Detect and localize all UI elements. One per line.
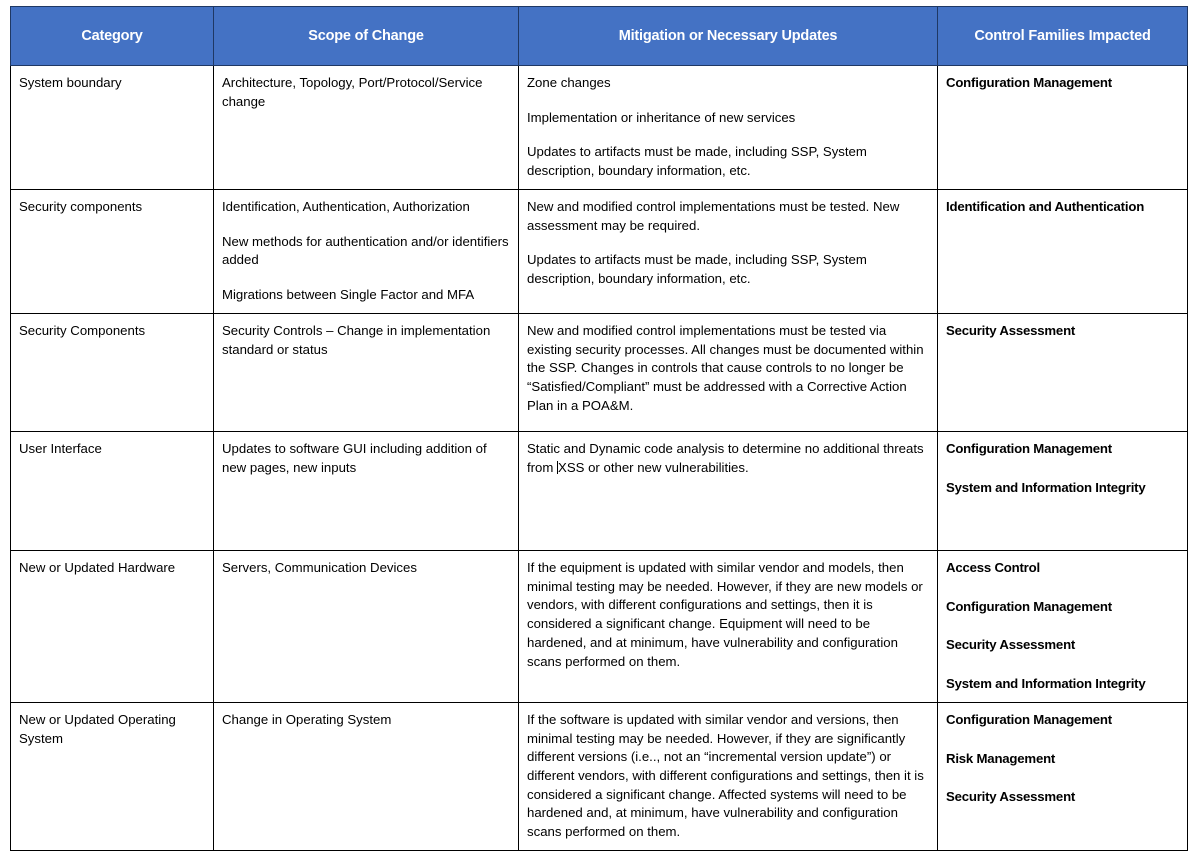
cell-scope-of-change bbox=[214, 702, 519, 850]
cell-mitigation bbox=[519, 431, 938, 550]
mitigation-paragraph: Updates to artifacts must be made, including SSP, System description, boundary information, etc. bbox=[527, 144, 867, 179]
scope-paragraph: Architecture, Topology, Port/Protocol/Service change bbox=[222, 75, 483, 109]
mitigation-paragraph: Zone changes bbox=[527, 75, 611, 90]
cell-scope-of-change bbox=[214, 313, 519, 431]
control-family-item: Risk Management bbox=[946, 750, 1056, 766]
cell-mitigation bbox=[519, 189, 938, 313]
cell-mitigation bbox=[519, 66, 938, 190]
header-scope-of-change: Scope of Change bbox=[214, 7, 519, 66]
header-category: Category bbox=[11, 7, 214, 66]
mitigation-paragraph: New and modified control implementations must be tested. New assessment may be required. bbox=[527, 198, 900, 233]
mitigation-paragraph: New and modified control implementations must be tested via existing security processes. All changes must be documented within the SSP. Changes in controls that cause controls to no longer be “Satisfied/Compliant” must be addressed with a Corrective Action Plan in a POA&M. bbox=[527, 322, 924, 413]
scope-paragraph: Servers, Communication Devices bbox=[222, 559, 417, 575]
cell-control-families bbox=[938, 431, 1188, 550]
control-family-item: Security Assessment bbox=[946, 637, 1076, 653]
header-control-families: Control Families Impacted bbox=[938, 7, 1188, 66]
table-row bbox=[11, 66, 1188, 190]
table-header bbox=[11, 7, 1188, 66]
cell-control-families bbox=[938, 66, 1188, 190]
control-family-item: Access Control bbox=[946, 559, 1040, 575]
control-family-item: Identification and Authentication bbox=[946, 198, 1145, 214]
cell-mitigation bbox=[519, 313, 938, 431]
cell-scope-of-change bbox=[214, 431, 519, 550]
cell-scope-of-change bbox=[214, 66, 519, 190]
cell-control-families bbox=[938, 702, 1188, 850]
change-impact-table bbox=[10, 6, 1188, 851]
scope-paragraph: Updates to software GUI including addition of new pages, new inputs bbox=[222, 440, 487, 475]
control-family-item: Configuration Management bbox=[946, 711, 1112, 727]
cell-control-families bbox=[938, 313, 1188, 431]
table-row bbox=[11, 550, 1188, 702]
cell-control-families bbox=[938, 189, 1188, 313]
table-row bbox=[11, 702, 1188, 850]
text-cursor-caret bbox=[557, 461, 558, 474]
change-impact-table-container bbox=[10, 6, 1187, 851]
scope-paragraph: Identification, Authentication, Authorization bbox=[222, 198, 470, 214]
cell-mitigation bbox=[519, 550, 938, 702]
mitigation-paragraph: If the equipment is updated with similar vendor and models, then minimal testing may be needed. However, if they are new models or vendors, with different configurations and settings, then it is considered a significant change. Equipment will need to be hardened, and at minimum, have vulnerability and configuration scans performed on them. bbox=[527, 559, 923, 669]
mitigation-paragraph: Static and Dynamic code analysis to determine no additional threats from XSS or other new vulnerabilities. bbox=[527, 440, 924, 475]
cell-category: Security components bbox=[11, 189, 214, 313]
scope-paragraph: Security Controls – Change in implementation standard or status bbox=[222, 322, 491, 357]
table-body bbox=[11, 66, 1188, 851]
cell-control-families bbox=[938, 550, 1188, 702]
cell-scope-of-change bbox=[214, 550, 519, 702]
mitigation-paragraph: Implementation or inheritance of new services bbox=[527, 109, 796, 125]
scope-paragraph: Migrations between Single Factor and MFA bbox=[222, 287, 475, 303]
mitigation-paragraph: If the software is updated with similar vendor and versions, then minimal testing may be needed. However, if they are significantly different versions (i.e.., not an “incremental version update”) or different vendors, with different configurations and settings, then it is considered a significant change. Affected systems will need to be hardened and, at minimum, have vulnerability and configuration scans performed on them. bbox=[527, 711, 924, 840]
table-row bbox=[11, 189, 1188, 313]
cell-category: System boundary bbox=[11, 66, 214, 190]
table-row bbox=[11, 313, 1188, 431]
cell-category: Security Components bbox=[11, 313, 214, 431]
cell-category: User Interface bbox=[11, 431, 214, 550]
control-family-item: System and Information Integrity bbox=[946, 676, 1146, 692]
scope-paragraph: New methods for authentication and/or identifiers added bbox=[222, 233, 509, 268]
control-family-item: System and Information Integrity bbox=[946, 479, 1146, 495]
table-header-row bbox=[11, 7, 1188, 66]
mitigation-paragraph: Updates to artifacts must be made, including SSP, System description, boundary information, etc. bbox=[527, 252, 867, 287]
control-family-item: Security Assessment bbox=[946, 789, 1076, 805]
control-family-item: Security Assessment bbox=[946, 322, 1076, 338]
header-mitigation: Mitigation or Necessary Updates bbox=[519, 7, 938, 66]
cell-scope-of-change bbox=[214, 189, 519, 313]
control-family-item: Configuration Management bbox=[946, 75, 1112, 90]
control-family-item: Configuration Management bbox=[946, 598, 1112, 614]
cell-category: New or Updated Operating System bbox=[11, 702, 214, 850]
cell-category: New or Updated Hardware bbox=[11, 550, 214, 702]
control-family-item: Configuration Management bbox=[946, 440, 1112, 456]
table-row bbox=[11, 431, 1188, 550]
scope-paragraph: Change in Operating System bbox=[222, 711, 392, 727]
cell-mitigation bbox=[519, 702, 938, 850]
